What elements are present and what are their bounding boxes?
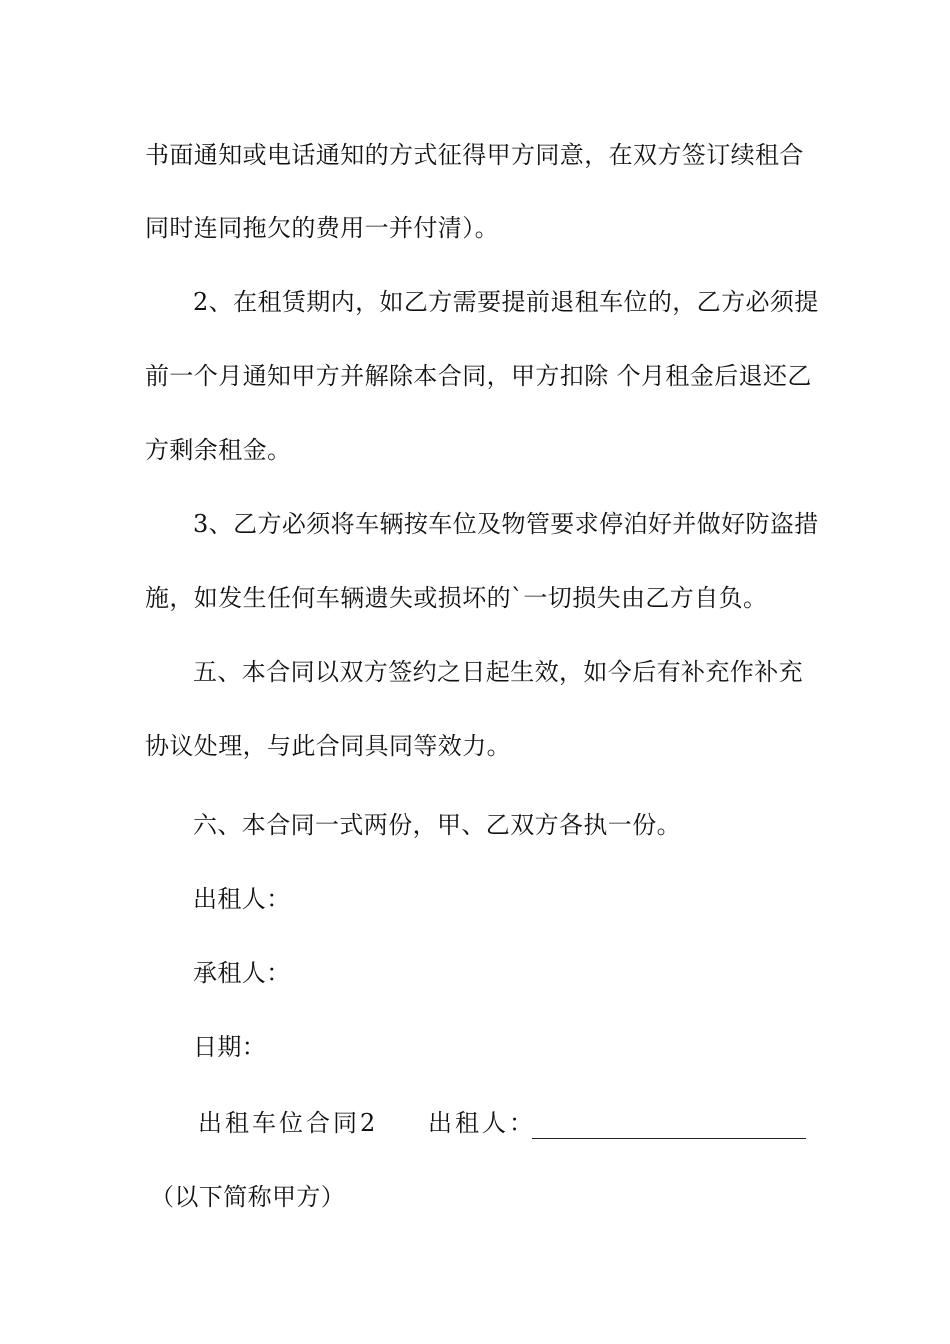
contract-title: 出租车位合同2: [198, 1109, 379, 1137]
lessor-blank-line: [532, 1138, 806, 1139]
signature-date-label: 日期：: [193, 1033, 267, 1061]
paragraph-line: 五、本合同以双方签约之日起生效，如今后有补充作补充: [193, 658, 803, 686]
paragraph-line: 六、本合同一式两份，甲、乙双方各执一份。: [193, 811, 681, 839]
paragraph-line: 2、在租赁期内，如乙方需要提前退租车位的，乙方必须提: [193, 288, 819, 316]
paragraph-line: 协议处理，与此合同具同等效力。: [145, 732, 511, 760]
paragraph-line: 方剩余租金。: [145, 436, 292, 464]
signature-lessor-label: 出租人：: [193, 885, 291, 913]
paragraph-line: 同时连同拖欠的费用一并付清）。: [145, 214, 499, 242]
abbreviation-note: （以下简称甲方）: [150, 1183, 346, 1211]
lessor-field-label: 出租人：: [428, 1109, 536, 1137]
paragraph-line: 前一个月通知甲方并解除本合同，甲方扣除 个月租金后退还乙: [145, 362, 812, 390]
paragraph-line: 3、乙方必须将车辆按车位及物管要求停泊好并做好防盗措: [193, 510, 819, 538]
paragraph-line: 书面通知或电话通知的方式征得甲方同意，在双方签订续租合: [145, 141, 804, 169]
contract-heading-row: [198, 1108, 810, 1142]
signature-lessee-label: 承租人：: [193, 959, 291, 987]
paragraph-line: 施，如发生任何车辆遗失或损坏的`一切损失由乙方自负。: [145, 584, 768, 612]
